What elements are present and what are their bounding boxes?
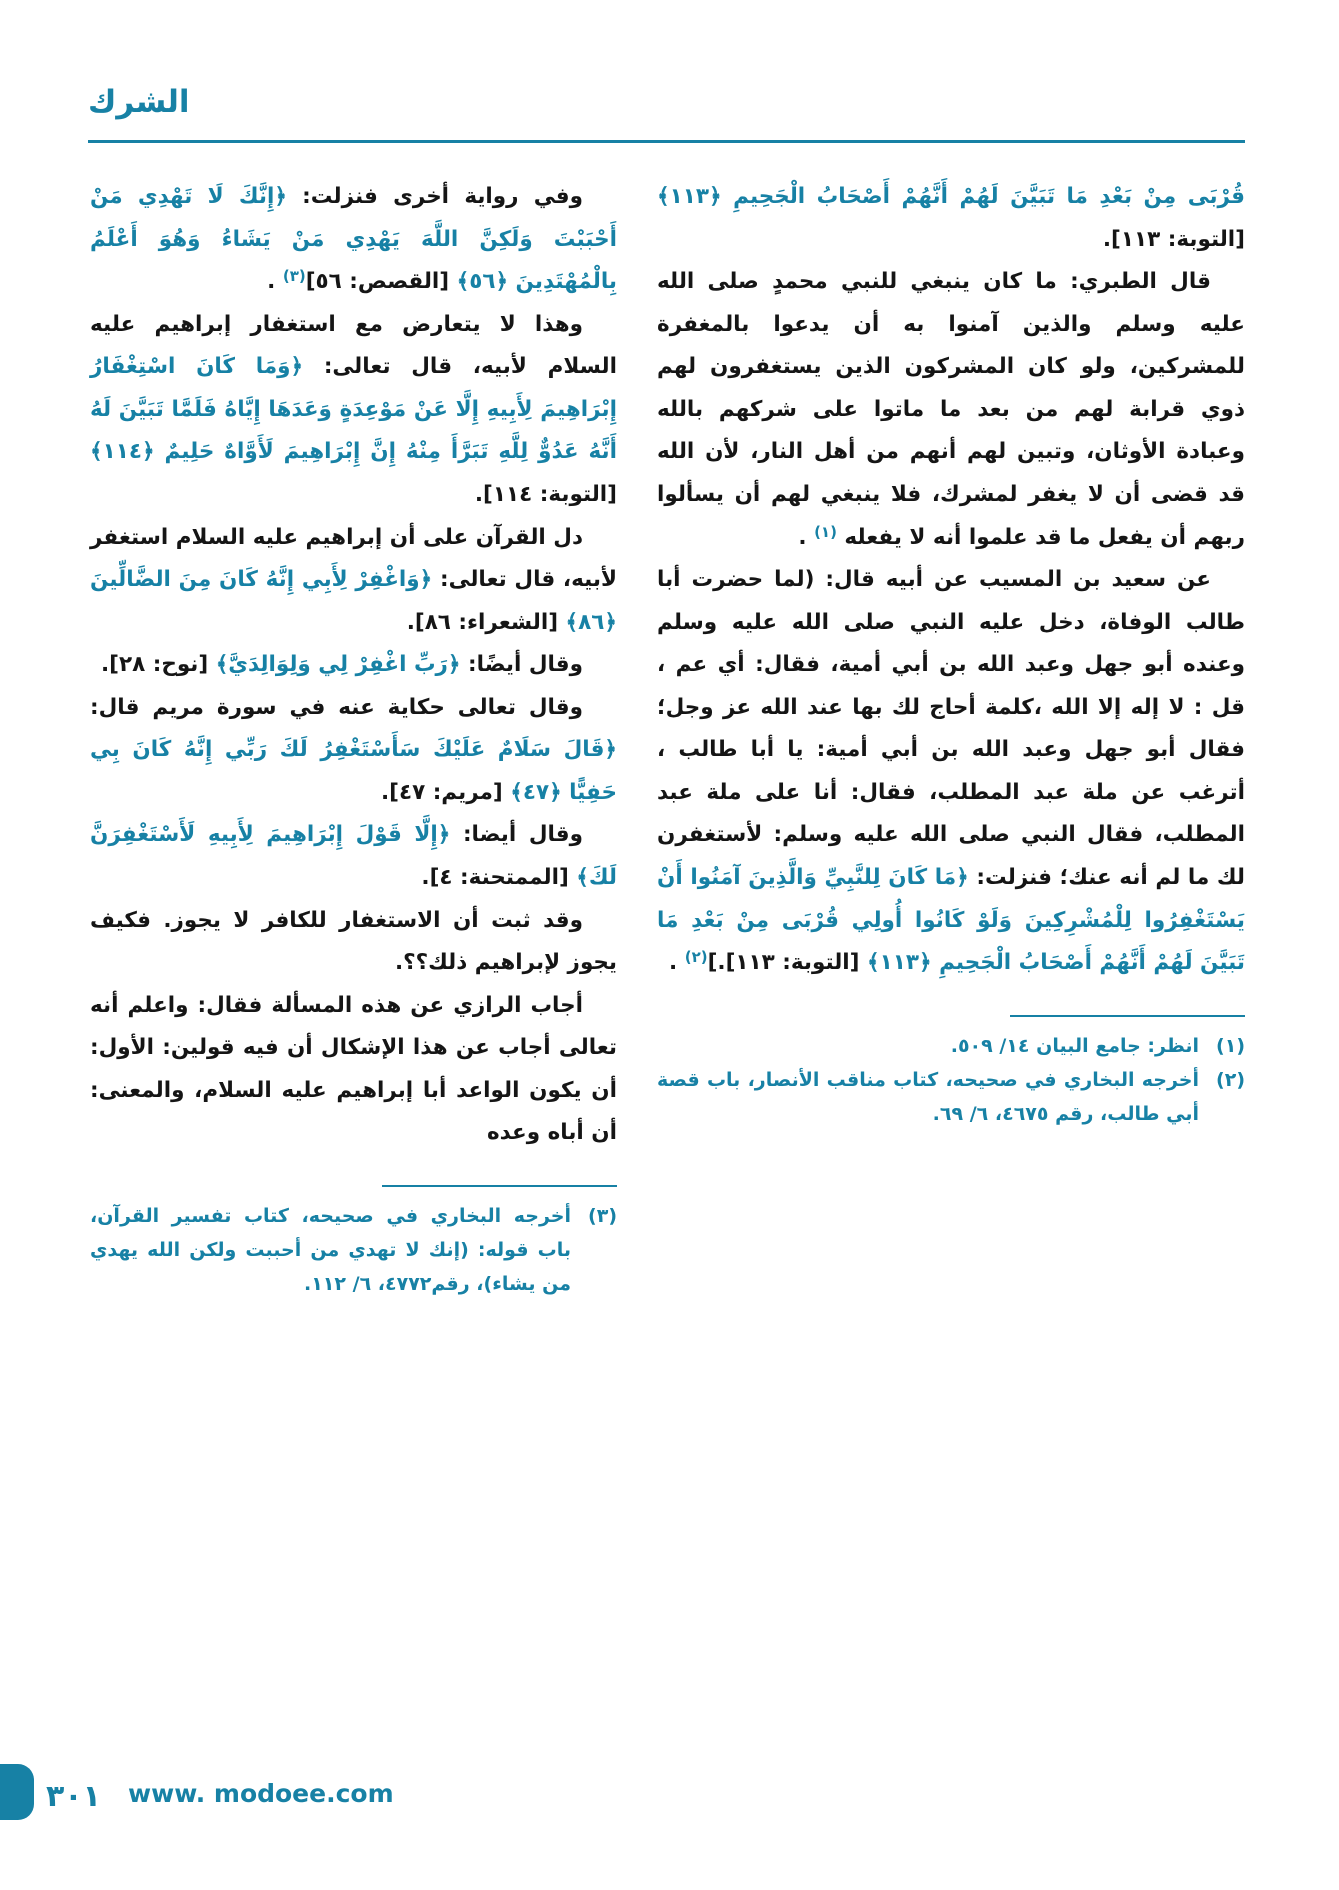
paragraph [657,261,1245,559]
verse-reference: [التوبة: ١١٤]. [474,481,617,507]
body-text: وقال أيضا: [450,822,583,848]
quran-verse: ﴿وَاغْفِرْ لِأَبِي إِنَّهُ كَانَ مِنَ الضَّالِّينَ ﴿٨٦﴾ [90,567,617,635]
footnote-list [90,1199,617,1302]
paragraph [90,687,617,815]
footnote-marker: (٢) [684,948,708,967]
paragraph [657,176,1245,261]
footnote-divider-line [1010,1015,1245,1017]
footnote-text: انظر: جامع البيان ١٤/ ٥٠٩. [950,1034,1199,1057]
footnote-number: (٢) [1216,1068,1245,1091]
quran-verse: ﴿مَا كَانَ لِلنَّبِيِّ وَالَّذِينَ آمَنُوا أَنْ يَسْتَغْفِرُوا لِلْمُشْرِكِينَ وَلَوْ كَانُوا أُولِي قُرْبَى مِنْ بَعْدِ مَا تَبَيَّنَ لَهُمْ أَنَّهُمْ أَصْحَابُ الْجَحِيمِ ﴿١١٣﴾ [657,865,1245,976]
body-text: . [669,950,685,976]
footnote-number: (٣) [588,1204,617,1227]
quran-verse: ﴿إِلَّا قَوْلَ إِبْرَاهِيمَ لِأَبِيهِ لَأَسْتَغْفِرَنَّ لَكَ﴾ [90,822,617,890]
paragraph [90,985,617,1155]
body-text: وفي رواية أخرى فنزلت: [286,184,583,209]
footnote-item [657,1029,1245,1063]
column-right [657,176,1245,1131]
footnote-text: أخرجه البخاري في صحيحه، كتاب تفسير القرآن، باب قوله: (إنك لا تهدي من أحببت ولكن الله يهدي من يشاء)، رقم٤٧٧٢، ٦/ ١١٢. [90,1204,571,1296]
footnote-marker: (٣) [282,267,306,286]
page-number: ٣٠١ [46,1779,101,1814]
body-text: . [798,524,815,550]
body-text: وقال أيضًا: [460,652,583,678]
paragraph [90,304,617,517]
paragraph [90,900,617,985]
header-divider-line [88,140,1245,143]
column-left-footnotes [90,1185,617,1302]
body-text: وقال تعالى حكاية عنه في سورة مريم قال: [90,694,583,720]
page-content [90,176,1245,1302]
footnote-marker: (١) [814,522,837,541]
quran-verse: ﴿قَالَ سَلَامٌ عَلَيْكَ سَأَسْتَغْفِرُ لَكَ رَبِّي إِنَّهُ كَانَ بِي حَفِيًّا ﴿٤٧﴾ [90,737,617,805]
quran-verse: قُرْبَى مِنْ بَعْدِ مَا تَبَيَّنَ لَهُمْ أَنَّهُمْ أَصْحَابُ الْجَحِيمِ ﴿١١٣﴾ [657,184,1245,209]
verse-reference: [التوبة: ١١٣].] [707,950,867,976]
paragraph [90,814,617,899]
column-right-footnotes [657,1015,1245,1132]
verse-reference: [مريم: ٤٧]. [380,779,511,805]
quran-verse: ﴿إِنَّكَ لَا تَهْدِي مَنْ أَحْبَبْتَ وَلَكِنَّ اللَّهَ يَهْدِي مَنْ يَشَاءُ وَهُوَ أَعْلَمُ بِالْمُهْتَدِينَ ﴿٥٦﴾ [90,184,617,295]
footnote-item [657,1063,1245,1131]
column-left [90,176,617,1302]
footnote-list [657,1029,1245,1132]
footnote-item [90,1199,617,1302]
paragraph [90,644,617,687]
verse-reference: [القصص: ٥٦] [305,269,457,295]
footnote-divider-line [382,1185,617,1187]
paragraph [657,559,1245,985]
page-edge-tab [0,1764,34,1820]
paragraph [90,176,617,304]
paragraph [90,517,617,645]
quran-verse: ﴿وَمَا كَانَ اسْتِغْفَارُ إِبْرَاهِيمَ لِأَبِيهِ إِلَّا عَنْ مَوْعِدَةٍ وَعَدَهَا إِيَّاهُ فَلَمَّا تَبَيَّنَ لَهُ أَنَّهُ عَدُوٌّ لِلَّهِ تَبَرَّأَ مِنْهُ إِنَّ إِبْرَاهِيمَ لَأَوَّاهٌ حَلِيمٌ ﴿١١٤﴾ [90,354,617,465]
body-text: وهذا لا يتعارض مع استغفار إبراهيم عليه السلام لأبيه، قال تعالى: [90,311,618,380]
body-text: قال الطبري: ما كان ينبغي للنبي محمدٍ صلى الله عليه وسلم والذين آمنوا به أن يدعوا بالمغفرة للمشركين، ولو كان المشركون الذين يستغفرون لهم ذوي قرابة لهم من بعد ما ماتوا على شركهم بالله وعبادة الأوثان، وتبين لهم أنهم من أهل النار، لأن الله قد قضى أن لا يغفر لمشرك، فلا ينبغي لهم أن يسألوا ربهم أن يفعل ما قد علموا أنه لا يفعله [657,269,1245,550]
column-left-paragraphs [90,176,617,1155]
footnote-text: أخرجه البخاري في صحيحه، كتاب مناقب الأنصار، باب قصة أبي طالب، رقم ٤٦٧٥، ٦/ ٦٩. [657,1068,1199,1126]
website-url: www. modoee.com [128,1779,394,1808]
body-text: . [267,269,283,295]
footnote-number: (١) [1216,1034,1245,1057]
body-text: دل القرآن على أن إبراهيم عليه السلام استغفر لأبيه، قال تعالى: [90,524,617,593]
body-text: أجاب الرازي عن هذه المسألة فقال: واعلم أنه تعالى أجاب عن هذا الإشكال أن فيه قولين: الأول: أن يكون الواعد أبا إبراهيم عليه السلام، والمعنى: أن أباه وعده [90,992,617,1146]
verse-reference: [التوبة: ١١٣]. [1102,226,1245,252]
verse-reference: [الشعراء: ٨٦]. [406,609,566,635]
verse-reference: [الممتحنة: ٤]. [421,865,577,890]
body-text: وقد ثبت أن الاستغفار للكافر لا يجوز. فكيف يجوز لإبراهيم ذلك؟؟. [90,907,617,976]
chapter-title: الشرك [88,84,190,120]
quran-verse: ﴿رَبِّ اغْفِرْ لِي وَلِوَالِدَيَّ﴾ [215,652,461,678]
column-right-paragraphs [657,176,1245,985]
verse-reference: [نوح: ٢٨]. [100,652,216,678]
body-text: عن سعيد بن المسيب عن أبيه قال: (لما حضرت أبا طالب الوفاة، دخل عليه النبي صلى الله عليه وسلم وعنده أبو جهل وعبد الله بن أبي أمية، فقال: أي عم ، قل : لا إله إلا الله ،كلمة أحاج لك بها عند الله عز وجل؛ فقال أبو جهل وعبد الله بن أبي أمية: يا أبا طالب ، أترغب عن ملة عبد المطلب، فقال: أنا على ملة عبد المطلب، فقال النبي صلى الله عليه وسلم: لأستغفرن لك ما لم أنه عنك؛ فنزلت: [657,567,1245,890]
